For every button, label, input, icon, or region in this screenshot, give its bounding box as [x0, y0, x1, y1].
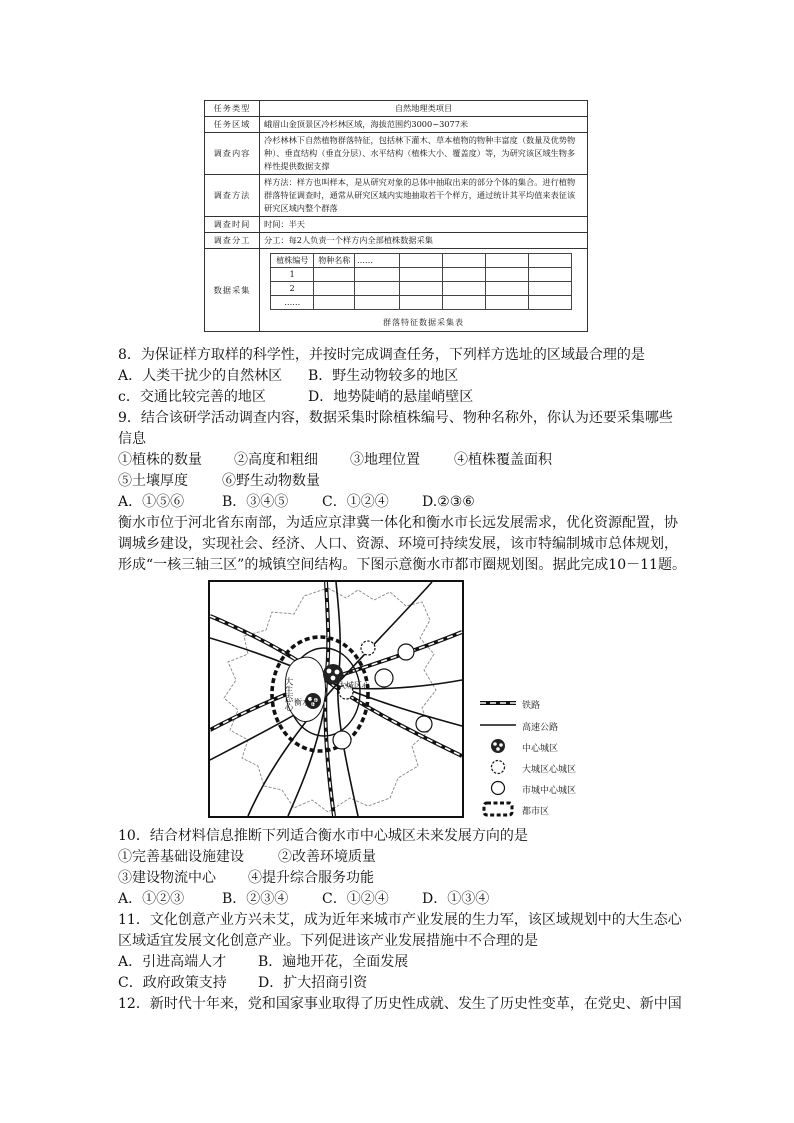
q11-options-row1: [118, 953, 408, 972]
city-center-icon: [416, 716, 432, 732]
q11-options-row2: [118, 974, 367, 993]
q11-stem-cont: 区域适宜发展文化创意产业。下列促进该产业发展措施中不合理的是: [118, 933, 538, 949]
survey-task-table: [204, 100, 588, 332]
passage-line: 形成“一核三轴三区”的城镇空间结构。下图示意衡水市都市圈规划图。据此完成10－11题。: [118, 557, 686, 573]
row-label: 调查内容: [205, 133, 260, 175]
table-row: [205, 101, 588, 117]
q10-stem: 10．结合材料信息推断下列适合衡水市中心城区未来发展方向的是: [118, 828, 528, 844]
row-label: 调查时间: [205, 217, 260, 233]
table-row: [205, 217, 588, 233]
table-row: [205, 175, 588, 217]
inner-header: ……: [355, 254, 400, 268]
q8-option-c[interactable]: c．交通比较完善的地区: [118, 389, 266, 405]
inner-header: 物种名称: [314, 254, 355, 268]
q10-items-row1: [118, 848, 376, 867]
q9-stem-cont: 信息: [118, 431, 146, 447]
q8-stem: 8．为保证样方取样的科学性，并按时完成调查任务，下列样方选址的区域最合理的是: [118, 347, 645, 363]
q9-option-a[interactable]: A．①⑤⑥: [118, 494, 185, 510]
q10-options: [118, 890, 489, 909]
q9-items-row1: [118, 451, 552, 470]
inner-header: 植株编号: [271, 254, 314, 268]
row-label: 任务类型: [205, 101, 260, 117]
table-caption: 群落特征数据采集表: [383, 318, 464, 327]
q9-option-b[interactable]: B．③④⑤: [222, 494, 289, 510]
map-label-big-district: 大城区心: [338, 681, 370, 690]
q9-item-4: ④植株覆盖面积: [454, 452, 552, 468]
q9-item-6: ⑥野生动物数量: [222, 473, 320, 489]
q10-item-2: ②改善环境质量: [278, 849, 376, 865]
map-label-hengshui-lake: 衡水湖: [294, 698, 318, 707]
big-district-icon: [361, 641, 375, 655]
q9-option-d[interactable]: D.②③⑥: [422, 494, 475, 510]
city-center-icon: [375, 669, 393, 687]
q9-option-c[interactable]: C．①②④: [322, 494, 389, 510]
legend-highway: 高速公路: [522, 723, 559, 733]
q8-options-row2: [118, 388, 473, 407]
q10-items-row2: [118, 869, 374, 888]
data-collection-cell: [260, 249, 588, 332]
q9-item-2: ②高度和粗细: [234, 452, 318, 468]
row-content: 自然地理类项目: [260, 101, 588, 117]
row-content: 冷杉林林下自然植物群落特征，包括林下灌木、草本植物的物种丰富度（数量及优势物种）、垂直结构（垂直分层）、水平结构（植株大小、覆盖度）等，为研究该区域生物多样性提供数据支撑: [260, 133, 588, 175]
legend-center-district: 中心城区: [478, 738, 598, 758]
passage-line: 衡水市位于河北省东南部，为适应京津冀一体化和衡水市长远发展需求，优化资源配置，协: [118, 515, 678, 531]
q11-option-b[interactable]: B．遍地开花，全面发展: [258, 954, 409, 970]
q10-option-c[interactable]: C．①②④: [322, 891, 389, 907]
legend-railway: 铁路: [522, 701, 541, 711]
map-frame: [209, 581, 463, 817]
q11-stem: 11．文化创意产业方兴未艾，成为近年来城市产业发展的生力军，该区域规划中的大生态心: [118, 912, 682, 928]
q9-item-3: ③地理位置: [350, 452, 420, 468]
row-label: 任务区域: [205, 117, 260, 133]
city-center-icon: [398, 644, 414, 660]
inner-row-id: 2: [271, 282, 314, 296]
row-label: 数据采集: [205, 249, 260, 332]
q8-options-row1: [118, 367, 458, 386]
q8-option-a[interactable]: A．人类干扰少的自然林区: [118, 368, 283, 384]
passage-line: 调城乡建设，实现社会、经济、人口、资源、环境可持续发展，该市特编制城市总体规划，: [118, 536, 678, 552]
legend-metro-area: 都市区: [478, 801, 598, 821]
row-content: 时间：半天: [260, 217, 588, 233]
map-label-eco-core: 大生态心: [283, 677, 293, 711]
table-row: [205, 233, 588, 249]
inner-row-id: ……: [271, 296, 314, 310]
hengshui-metro-plan-map: [208, 580, 464, 818]
q9-stem: 9．结合该研学活动调查内容，数据采集时除植株编号、物种名称外，你认为还要采集哪些: [118, 410, 673, 426]
inner-row-id: 1: [271, 268, 314, 282]
q11-option-a[interactable]: A．引进高端人才: [118, 954, 227, 970]
row-label: 调查方法: [205, 175, 260, 217]
q10-option-a[interactable]: A．①②③: [118, 891, 185, 907]
q10-item-4: ④提升综合服务功能: [248, 870, 374, 886]
q11-option-d[interactable]: D．扩大招商引资: [258, 975, 368, 991]
q9-item-1: ①植株的数量: [118, 452, 202, 468]
q10-item-3: ③建设物流中心: [118, 870, 216, 886]
city-center-icon: [333, 731, 351, 749]
row-content: 峨眉山金顶景区冷杉林区域，海拔范围约3000~3077米: [260, 117, 588, 133]
q9-items-row2: [118, 472, 320, 491]
row-content: 分工：每2人负责一个样方内全部植株数据采集: [260, 233, 588, 249]
q10-option-d[interactable]: D．①③④: [422, 891, 490, 907]
q8-option-b[interactable]: B．野生动物较多的地区: [308, 368, 459, 384]
table-row: [205, 133, 588, 175]
row-content: 样方法：样方也叫样本，是从研究对象的总体中抽取出来的部分个体的集合。进行植物群落特征调查时，通常从研究区域内实地抽取若干个样方，通过统计其平均值来表征该研究区域内整个群落: [260, 175, 588, 217]
data-collection-table: [270, 253, 572, 310]
q9-item-5: ⑤土壤厚度: [118, 473, 188, 489]
q8-option-d[interactable]: D．地势陡峭的悬崖峭壁区: [308, 389, 474, 405]
row-label: 调查分工: [205, 233, 260, 249]
q12-stem: 12．新时代十年来，党和国家事业取得了历史性成就、发生了历史性变革，在党史、新中国: [118, 996, 682, 1012]
q11-option-c[interactable]: C．政府政策支持: [118, 975, 227, 991]
q10-option-b[interactable]: B．②③④: [222, 891, 289, 907]
table-row: [205, 249, 588, 332]
table-row: [205, 117, 588, 133]
legend-big-district: 大城区心城区: [478, 759, 598, 779]
q9-options: [118, 493, 475, 512]
q10-item-1: ①完善基础设施建设: [118, 849, 244, 865]
legend-city-center: 市城中心城区: [478, 780, 598, 800]
